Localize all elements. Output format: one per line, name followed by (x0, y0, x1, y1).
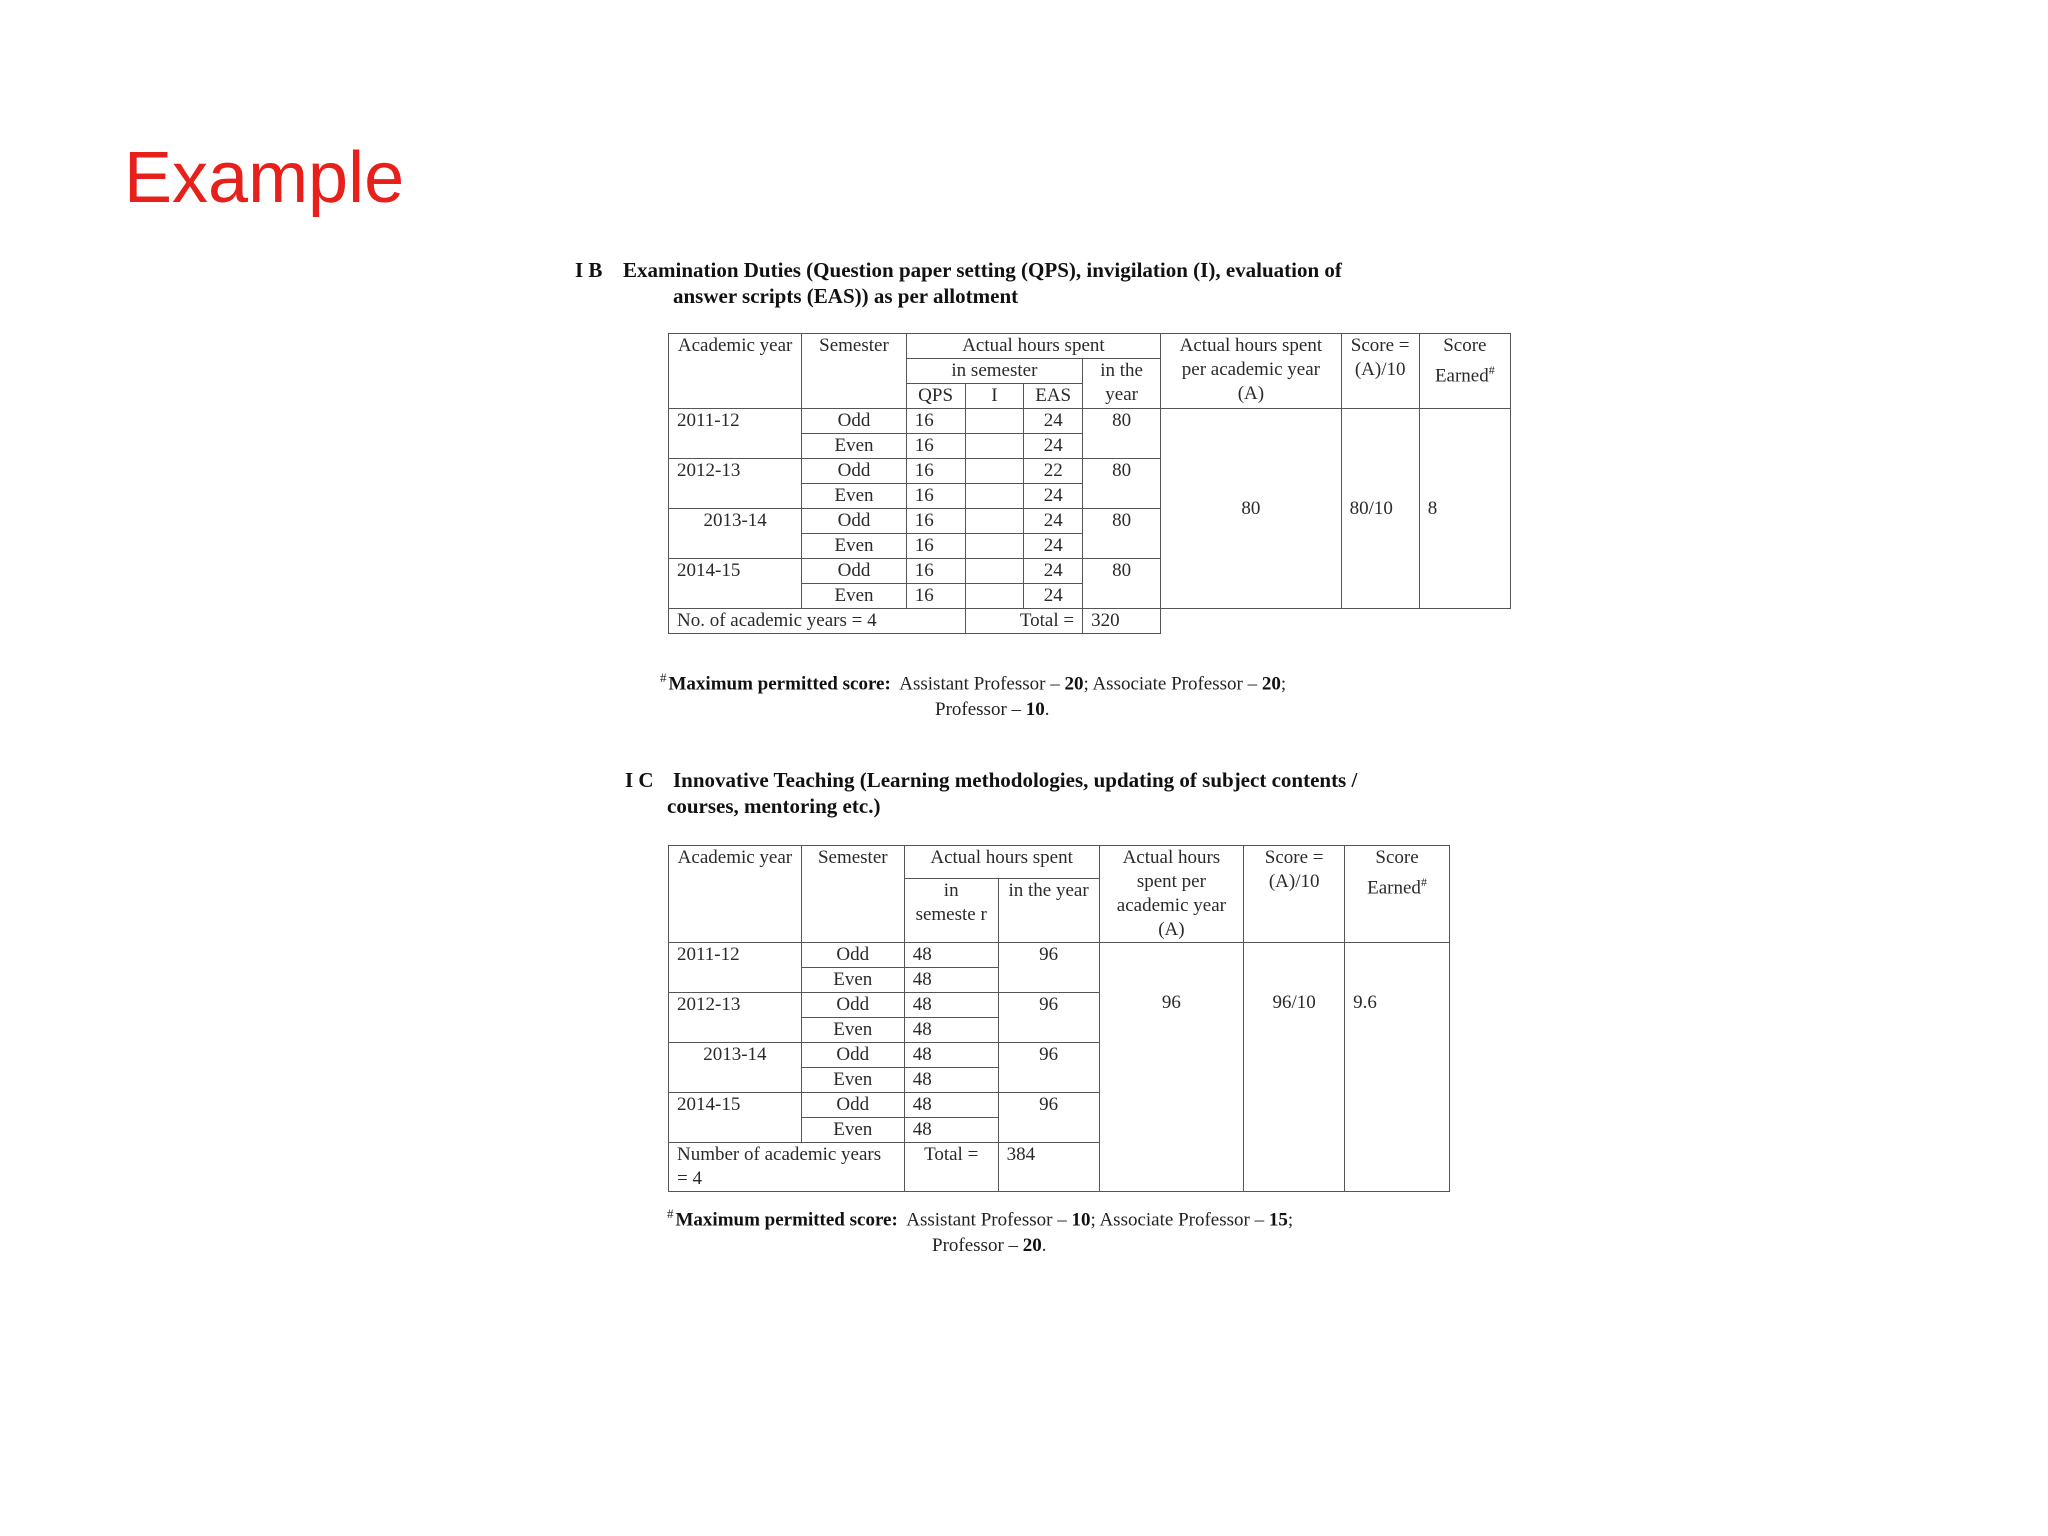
i-cell (965, 459, 1024, 484)
year-cell: 2014-15 (669, 1093, 802, 1143)
header-semester: Semester (801, 846, 904, 943)
i-cell (965, 534, 1024, 559)
section-code: I B (575, 258, 603, 282)
semester-cell: Odd (801, 1043, 904, 1068)
header-score-earned (1419, 334, 1510, 409)
heading-line-2: answer scripts (EAS)) as per allotment (673, 284, 1019, 308)
header-in-the-year: in the year (1083, 359, 1161, 409)
note-text: ; Associate Professor – (1083, 673, 1262, 695)
hash-mark: # (1488, 363, 1495, 377)
qps-cell: 16 (906, 534, 965, 559)
section-code: I C (625, 768, 654, 792)
total-value: 320 (1083, 609, 1161, 634)
slide-title: Example (124, 138, 405, 218)
eas-cell: 24 (1024, 584, 1083, 609)
year-cell: 2011-12 (669, 943, 802, 993)
qps-cell: 16 (906, 459, 965, 484)
semester-cell: Odd (802, 459, 906, 484)
year-total-cell: 80 (1083, 409, 1161, 459)
year-total-cell: 96 (998, 1043, 1099, 1093)
eas-cell: 24 (1024, 559, 1083, 584)
i-cell (965, 509, 1024, 534)
examination-duties-table (668, 333, 1511, 634)
header-per-academic-year: Actual hours spent per academic year (A) (1099, 846, 1244, 943)
header-qps: QPS (906, 384, 965, 409)
semester-cell: Odd (801, 1093, 904, 1118)
i-cell (965, 484, 1024, 509)
header-i: I (965, 384, 1024, 409)
year-cell: 2011-12 (669, 409, 802, 459)
note-value: 20 (1261, 673, 1281, 695)
year-total-cell: 96 (998, 1093, 1099, 1143)
header-score-formula: Score = (A)/10 (1341, 334, 1419, 409)
semester-cell: Odd (802, 559, 906, 584)
qps-cell: 16 (906, 509, 965, 534)
header-per-academic-year: Actual hours spent per academic year (A) (1161, 334, 1341, 409)
hours-cell: 48 (904, 993, 998, 1018)
header-in-the-year: in the year (998, 878, 1099, 942)
score-cell: 96/10 (1244, 943, 1345, 1192)
note-label: Maximum permitted score: (675, 1209, 898, 1231)
note-text: Assistant Professor – (899, 673, 1065, 695)
semester-cell: Odd (801, 993, 904, 1018)
score-cell: 80/10 (1341, 409, 1419, 609)
table-row (669, 943, 1450, 968)
ib-max-score-note (660, 665, 1286, 723)
hours-cell: 48 (904, 943, 998, 968)
hours-cell: 48 (904, 1118, 998, 1143)
qps-cell: 16 (906, 484, 965, 509)
note-text: Professor – (935, 699, 1026, 721)
header-academic-year: Academic year (669, 846, 802, 943)
year-cell: 2013-14 (669, 1043, 802, 1093)
year-cell: 2014-15 (669, 559, 802, 609)
scanned-document (560, 245, 1520, 1280)
note-value: 20 (1022, 1235, 1042, 1257)
per-year-cell: 96 (1099, 943, 1244, 1192)
i-cell (965, 434, 1024, 459)
total-label: Total = (965, 609, 1083, 634)
qps-cell: 16 (906, 409, 965, 434)
header-score-formula: Score = (A)/10 (1244, 846, 1345, 943)
qps-cell: 16 (906, 434, 965, 459)
qps-cell: 16 (906, 559, 965, 584)
eas-cell: 24 (1024, 534, 1083, 559)
note-text: Professor – (932, 1235, 1023, 1257)
hash-mark: # (660, 670, 667, 685)
year-total-cell: 80 (1083, 559, 1161, 609)
eas-cell: 24 (1024, 484, 1083, 509)
eas-cell: 24 (1024, 509, 1083, 534)
heading-line-1: Innovative Teaching (Learning methodologies, updating of subject contents / (673, 768, 1358, 792)
note-value: 10 (1071, 1209, 1091, 1231)
year-total-cell: 80 (1083, 509, 1161, 559)
i-cell (965, 559, 1024, 584)
hours-cell: 48 (904, 1018, 998, 1043)
semester-cell: Even (801, 968, 904, 993)
note-text: ; (1287, 1209, 1294, 1231)
semester-cell: Even (802, 434, 906, 459)
note-label: Maximum permitted score: (668, 673, 891, 695)
header-in-semester: in semester (906, 359, 1082, 384)
semester-cell: Even (801, 1018, 904, 1043)
semester-cell: Odd (802, 409, 906, 434)
eas-cell: 24 (1024, 434, 1083, 459)
header-in-semester: in semeste r (904, 878, 998, 942)
header-actual-hours: Actual hours spent (904, 846, 1099, 879)
hash-mark: # (667, 1206, 674, 1221)
semester-cell: Even (802, 534, 906, 559)
ic-max-score-note (667, 1201, 1293, 1259)
earned-cell: 9.6 (1345, 943, 1450, 1192)
year-cell: 2012-13 (669, 993, 802, 1043)
heading-line-2: courses, mentoring etc.) (667, 794, 881, 818)
year-total-cell: 80 (1083, 459, 1161, 509)
year-total-cell: 96 (998, 993, 1099, 1043)
hash-mark: # (1420, 875, 1427, 889)
section-ib-heading (575, 257, 1342, 309)
note-text: . (1044, 699, 1050, 721)
earned-cell: 8 (1419, 409, 1510, 609)
total-label: Total = (904, 1143, 998, 1192)
note-value: 15 (1268, 1209, 1288, 1231)
per-year-cell: 80 (1161, 409, 1341, 609)
note-value: 10 (1025, 699, 1045, 721)
note-text: . (1041, 1235, 1047, 1257)
note-line-2 (660, 697, 1286, 723)
semester-cell: Even (802, 484, 906, 509)
semester-cell: Even (801, 1118, 904, 1143)
note-text: Assistant Professor – (906, 1209, 1072, 1231)
header-eas: EAS (1024, 384, 1083, 409)
hours-cell: 48 (904, 1068, 998, 1093)
footer-row (669, 609, 1511, 634)
note-line-2 (667, 1233, 1293, 1259)
header-score-earned (1345, 846, 1450, 943)
i-cell (965, 409, 1024, 434)
header-academic-year: Academic year (669, 334, 802, 409)
academic-years-count: Number of academic years = 4 (669, 1143, 905, 1192)
table-row (669, 409, 1511, 434)
heading-line-1: Examination Duties (Question paper setting (QPS), invigilation (I), evaluation of (623, 258, 1342, 282)
year-cell: 2013-14 (669, 509, 802, 559)
header-row (669, 334, 1511, 359)
note-value: 20 (1064, 673, 1084, 695)
semester-cell: Odd (802, 509, 906, 534)
score-earned-label: Score Earned (1367, 847, 1421, 899)
header-semester: Semester (802, 334, 906, 409)
i-cell (965, 584, 1024, 609)
hours-cell: 48 (904, 968, 998, 993)
semester-cell: Odd (801, 943, 904, 968)
semester-cell: Even (801, 1068, 904, 1093)
eas-cell: 24 (1024, 409, 1083, 434)
section-ic-heading (625, 767, 1357, 819)
eas-cell: 22 (1024, 459, 1083, 484)
year-total-cell: 96 (998, 943, 1099, 993)
header-actual-hours: Actual hours spent (906, 334, 1160, 359)
academic-years-count: No. of academic years = 4 (669, 609, 966, 634)
hours-cell: 48 (904, 1043, 998, 1068)
header-row (669, 846, 1450, 879)
qps-cell: 16 (906, 584, 965, 609)
note-text: ; (1280, 673, 1287, 695)
semester-cell: Even (802, 584, 906, 609)
year-cell: 2012-13 (669, 459, 802, 509)
total-value: 384 (998, 1143, 1099, 1192)
hours-cell: 48 (904, 1093, 998, 1118)
innovative-teaching-table (668, 845, 1450, 1192)
note-text: ; Associate Professor – (1090, 1209, 1269, 1231)
score-earned-label: Score Earned (1434, 335, 1489, 387)
